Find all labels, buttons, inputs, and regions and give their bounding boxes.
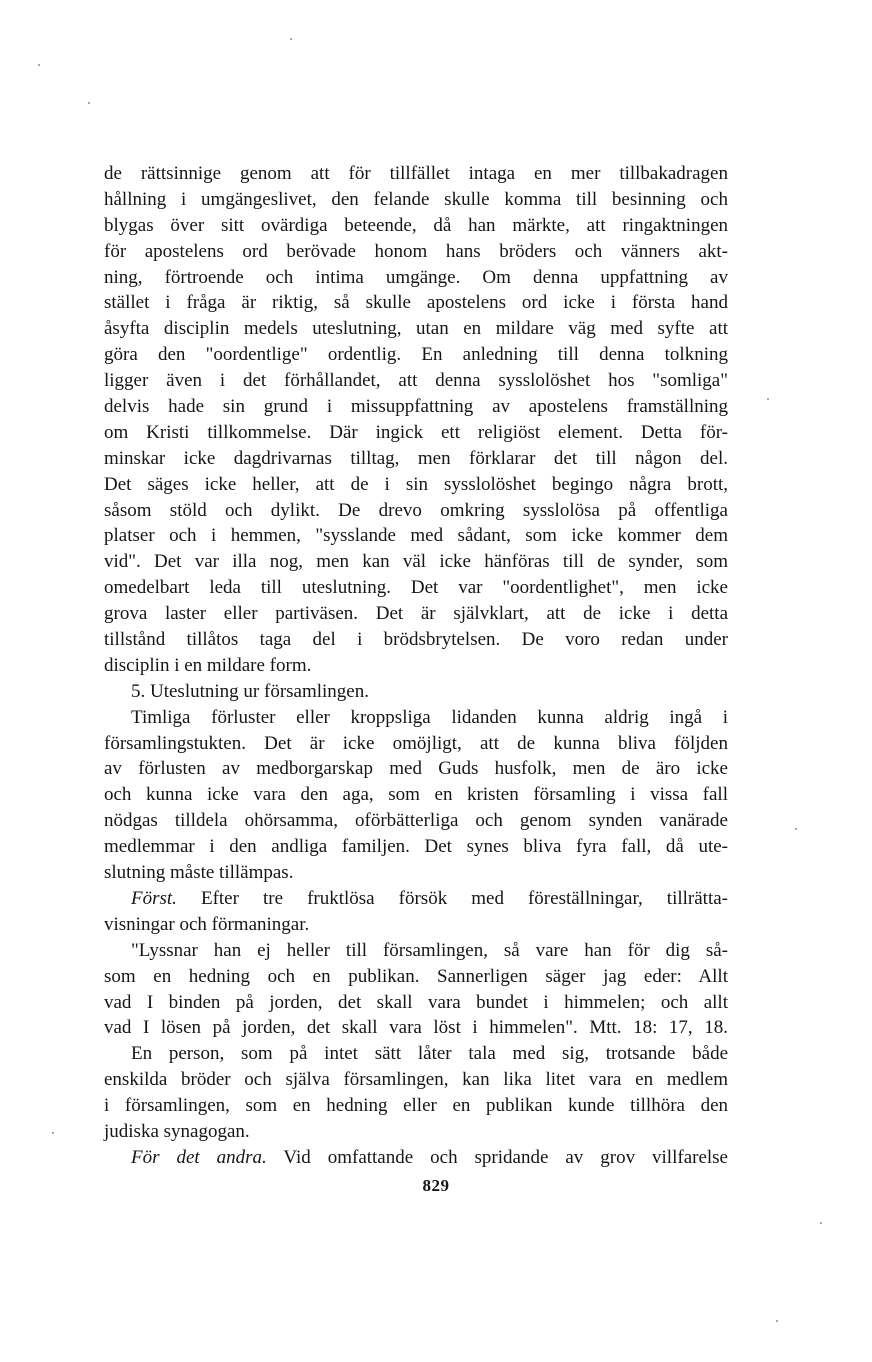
text-run: Vid omfattande och spridande av grov villfarelse <box>266 1146 728 1168</box>
text-line: enskilda bröder och själva församlingen, kan lika litet vara en medlem <box>104 1069 728 1091</box>
text-line: församlingstukten. Det är icke omöjligt, att de kunna bliva följden <box>104 732 728 754</box>
text-line: vad I lösen på jorden, det skall vara löst i himmelen". Mtt. 18: 17, 18. <box>104 1017 728 1039</box>
paragraph <box>104 1145 728 1171</box>
text-line: ning, förtroende och intima umgänge. Om denna uppfattning av <box>104 266 728 288</box>
scan-speck <box>88 102 90 104</box>
text-line: grova laster eller partiväsen. Det är självklart, att de icke i detta <box>104 603 728 625</box>
text-line <box>104 1145 728 1171</box>
body-text <box>104 161 728 1171</box>
text-line: judiska synagogan. <box>104 1120 250 1142</box>
scan-speck <box>38 64 40 66</box>
text-line: de rättsinnige genom att för tillfället intaga en mer tillbakadragen <box>104 163 728 184</box>
paragraph <box>104 161 728 679</box>
text-line: stället i fråga är riktig, så skulle apostelens ord icke i första hand <box>104 292 728 314</box>
text-line: vad I binden på jorden, det skall vara bundet i himmelen; och allt <box>104 991 728 1013</box>
text-line: göra den "oordentlige" ordentlig. En anledning till denna tolkning <box>104 344 728 366</box>
text-line: om Kristi tillkommelse. Där ingick ett religiöst element. Detta för- <box>104 421 728 443</box>
section-heading <box>104 679 728 705</box>
paragraph <box>104 886 728 938</box>
text-line: vid". Det var illa nog, men kan väl icke hänföras till de synder, som <box>104 551 728 573</box>
text-line: för apostelens ord berövade honom hans bröders och vänners akt- <box>104 240 728 262</box>
text-line: delvis hade sin grund i missuppfattning av apostelens framställning <box>104 396 728 418</box>
text-line: Timliga förluster eller kroppsliga lidanden kunna aldrig ingå i <box>131 706 728 728</box>
text-line: nödgas tilldela ohörsamma, oförbätterliga och genom synden vanärade <box>104 810 728 832</box>
text-line: Det säges icke heller, att de i sin sysslolöshet begingo några brott, <box>104 473 728 495</box>
text-line: En person, som på intet sätt låter tala med sig, trotsande både <box>131 1043 728 1065</box>
text-line: såsom stöld och dylikt. De drevo omkring sysslolösa på offentliga <box>104 499 728 521</box>
text-line: blygas över sitt ovärdiga beteende, då han märkte, att ringaktningen <box>104 214 728 236</box>
text-line: visningar och förmaningar. <box>104 913 310 935</box>
paragraph <box>104 1041 728 1145</box>
scan-speck <box>820 1222 822 1224</box>
text-line: platser och i hemmen, "sysslande med sådant, som icke kommer dem <box>104 525 728 547</box>
text-line: minskar icke dagdrivarnas tilltag, men förklarar det till någon del. <box>104 447 728 469</box>
page-number: 829 <box>422 1176 450 1195</box>
paragraph <box>104 705 728 886</box>
scan-speck <box>795 828 797 830</box>
text-run: Efter tre fruktlösa försök med föreställningar, tillrätta- <box>176 887 728 909</box>
italic-lead: Först. <box>131 887 177 909</box>
text-line: av förlusten av medborgarskap med Guds husfolk, men de äro icke <box>104 758 728 780</box>
text-line: och kunna icke vara den aga, som en kristen församling i vissa fall <box>104 784 728 806</box>
scan-speck <box>52 1132 54 1134</box>
text-line: disciplin i en mildare form. <box>104 654 312 676</box>
text-line: åsyfta disciplin medels uteslutning, utan en mildare väg med syfte att <box>104 318 728 340</box>
text-line: omedelbart leda till uteslutning. Det var "oordentlighet", men icke <box>104 577 728 599</box>
section-heading-text: 5. Uteslutning ur församlingen. <box>131 680 369 702</box>
text-line: i församlingen, som en hedning eller en publikan kunde tillhöra den <box>104 1095 728 1117</box>
text-line: slutning måste tillämpas. <box>104 862 294 884</box>
scan-speck <box>767 398 769 400</box>
scan-speck <box>776 1320 778 1322</box>
text-line: ligger även i det förhållandet, att denna sysslolöshet hos "somliga" <box>104 370 728 392</box>
text-line: medlemmar i den andliga familjen. Det synes bliva fyra fall, då ute- <box>104 836 728 858</box>
text-line <box>104 886 728 912</box>
quotation <box>104 938 728 1042</box>
text-line: tillstånd tillåtos taga del i brödsbrytelsen. De voro redan under <box>104 629 728 651</box>
scan-speck <box>290 38 292 40</box>
italic-lead: För det andra. <box>131 1146 267 1168</box>
text-line: som en hedning och en publikan. Sannerligen säger jag eder: Allt <box>104 965 728 987</box>
text-line: hållning i umgängeslivet, den felande skulle komma till besinning och <box>104 188 728 210</box>
text-line: "Lyssnar han ej heller till församlingen, så vare han för dig så- <box>131 939 728 961</box>
